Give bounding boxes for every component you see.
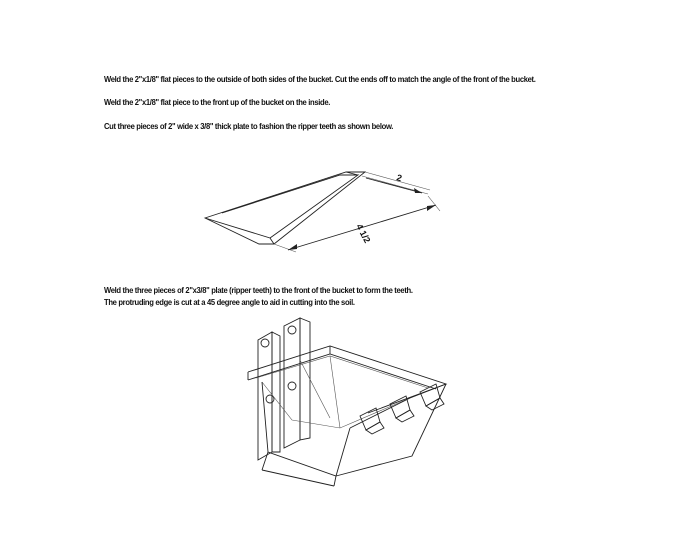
instruction-line-2: Weld the 2"x1/8" flat piece to the front up of the bucket on the inside.	[104, 98, 331, 107]
length-dimension-label: 4 1/2	[354, 222, 373, 245]
instruction-line-3: Cut three pieces of 2" wide x 3/8" thick plate to fashion the ripper teeth as shown below.	[104, 122, 394, 131]
instruction-line-4: Weld the three pieces of 2"x3/8" plate (ripper teeth) to the front of the bucket to form the teeth.	[104, 286, 413, 295]
instruction-line-1: Weld the 2"x1/8" flat pieces to the outside of both sides of the bucket. Cut the ends off to match the angle of the front of the bucket.	[104, 75, 536, 84]
width-dimension-label: 2	[395, 172, 404, 184]
instruction-line-5: The protruding edge is cut at a 45 degree angle to aid in cutting into the soil.	[104, 298, 355, 307]
